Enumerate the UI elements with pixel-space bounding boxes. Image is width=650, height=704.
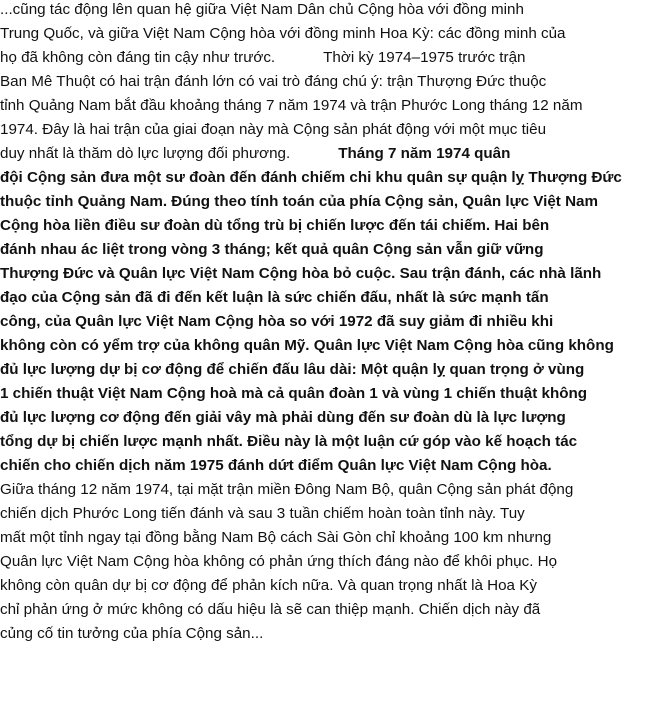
bold-text-run: chiến cho chiến dịch năm 1975 đánh dứt điểm Quân lực Việt Nam Cộng hòa. bbox=[0, 457, 552, 474]
bold-text-run: Cộng hòa liền điều sư đoàn dù tổng trù bị chiến lược đến tái chiếm. Hai bên bbox=[0, 217, 550, 234]
text-run: củng cố tin tưởng của phía Cộng sản... bbox=[0, 625, 264, 642]
bold-text-run: đánh nhau ác liệt trong vòng 3 tháng; kết quả quân Cộng sản vẫn giữ vững bbox=[0, 241, 544, 258]
text-line-13 bbox=[0, 600, 540, 624]
section-heading: Thời kỳ 1974–1975 trước trận bbox=[323, 49, 526, 66]
text-line-9 bbox=[0, 504, 525, 528]
text-line-1 bbox=[0, 0, 524, 24]
text-line-10 bbox=[0, 528, 551, 552]
bold-text-run: tổng dự bị chiến lược mạnh nhất. Điều này là một luận cứ góp vào kế hoạch tác bbox=[0, 433, 578, 450]
text-line-5 bbox=[0, 96, 582, 120]
bold-line-3 bbox=[0, 216, 549, 240]
text-run: 1974. Đây là hai trận của giai đoạn này mà Cộng sản phát động với một mục tiêu bbox=[0, 121, 547, 138]
text-run: chiến dịch Phước Long tiến đánh và sau 3 tuần chiếm hoàn toàn tỉnh này. Tuy bbox=[0, 505, 525, 522]
bold-text-run: thuộc tỉnh Quảng Nam. Đúng theo tính toán của phía Cộng sản, Quân lực Việt Nam bbox=[0, 193, 598, 210]
text-run: Quân lực Việt Nam Cộng hòa không có phản ứng thích đáng nào để khôi phục. Họ bbox=[0, 553, 558, 570]
text-run: ...cũng tác động lên quan hệ giữa Việt Nam Dân chủ Cộng hòa với đồng minh bbox=[0, 1, 524, 18]
bold-text-run: công, của Quân lực Việt Nam Cộng hòa so với 1972 đã suy giảm đi nhiều khi bbox=[0, 313, 554, 330]
bold-line-9 bbox=[0, 360, 584, 384]
bold-line-2 bbox=[0, 192, 598, 216]
text-run: Trung Quốc, và giữa Việt Nam Cộng hòa với đồng minh Hoa Kỳ: các đồng minh của bbox=[0, 25, 566, 42]
text-run: Ban Mê Thuột có hai trận đánh lớn có vai trò đáng chú ý: trận Thượng Đức thuộc bbox=[0, 73, 547, 90]
bold-text-run: không còn có yểm trợ của không quân Mỹ. Quân lực Việt Nam Cộng hòa cũng không bbox=[0, 337, 614, 354]
text-run: Giữa tháng 12 năm 1974, tại mặt trận miền Đông Nam Bộ, quân Cộng sản phát động bbox=[0, 481, 574, 498]
bold-text-run: đạo của Cộng sản đã đi đến kết luận là sức chiến đấu, nhất là sức mạnh tấn bbox=[0, 289, 549, 306]
text-line-12 bbox=[0, 576, 537, 600]
text-line-7 bbox=[0, 144, 510, 168]
bold-line-8 bbox=[0, 336, 614, 360]
bold-line-13 bbox=[0, 456, 552, 480]
text-line-3 bbox=[0, 48, 525, 72]
bold-line-4 bbox=[0, 240, 543, 264]
bold-text-run: đủ lực lượng cơ động đến giải vây mà phải dùng đến sư đoàn dù là lực lượng bbox=[0, 409, 566, 426]
bold-text-run: Tháng 7 năm 1974 quân bbox=[338, 145, 511, 162]
bold-line-12 bbox=[0, 432, 577, 456]
text-run: họ đã không còn đáng tin cậy như trước. bbox=[0, 49, 276, 66]
text-line-14 bbox=[0, 624, 263, 648]
text-run: không còn quân dự bị cơ động để phản kích nữa. Và quan trọng nhất là Hoa Kỳ bbox=[0, 577, 537, 594]
bold-line-5 bbox=[0, 264, 601, 288]
bold-text-run: đủ lực lượng dự bị cơ động để chiến đấu lâu dài: Một quận lỵ quan trọng ở vùng bbox=[0, 361, 585, 378]
text-run: chỉ phản ứng ở mức không có dấu hiệu là sẽ can thiệp mạnh. Chiến dịch này đã bbox=[0, 601, 541, 618]
text-line-8 bbox=[0, 480, 573, 504]
text-run: duy nhất là thăm dò lực lượng đối phương. bbox=[0, 145, 291, 162]
bold-text-run: Thượng Đức và Quân lực Việt Nam Cộng hòa bỏ cuộc. Sau trận đánh, các nhà lãnh bbox=[0, 265, 602, 282]
text-line-2 bbox=[0, 24, 566, 48]
bold-line-10 bbox=[0, 384, 587, 408]
bold-text-run: đội Cộng sản đưa một sư đoàn đến đánh chiếm chi khu quân sự quận lỵ Thượng Đức bbox=[0, 169, 622, 186]
bold-text-run: 1 chiến thuật Việt Nam Cộng hoà mà cả quân đoàn 1 và vùng 1 chiến thuật không bbox=[0, 385, 588, 402]
text-line-6 bbox=[0, 120, 546, 144]
bold-line-1 bbox=[0, 168, 622, 192]
text-line-11 bbox=[0, 552, 557, 576]
bold-line-6 bbox=[0, 288, 549, 312]
bold-line-7 bbox=[0, 312, 553, 336]
text-run: tỉnh Quảng Nam bắt đầu khoảng tháng 7 năm 1974 và trận Phước Long tháng 12 năm bbox=[0, 97, 583, 114]
bold-line-11 bbox=[0, 408, 566, 432]
text-run: mất một tỉnh ngay tại đồng bằng Nam Bộ cách Sài Gòn chỉ khoảng 100 km nhưng bbox=[0, 529, 552, 546]
text-line-4 bbox=[0, 72, 546, 96]
